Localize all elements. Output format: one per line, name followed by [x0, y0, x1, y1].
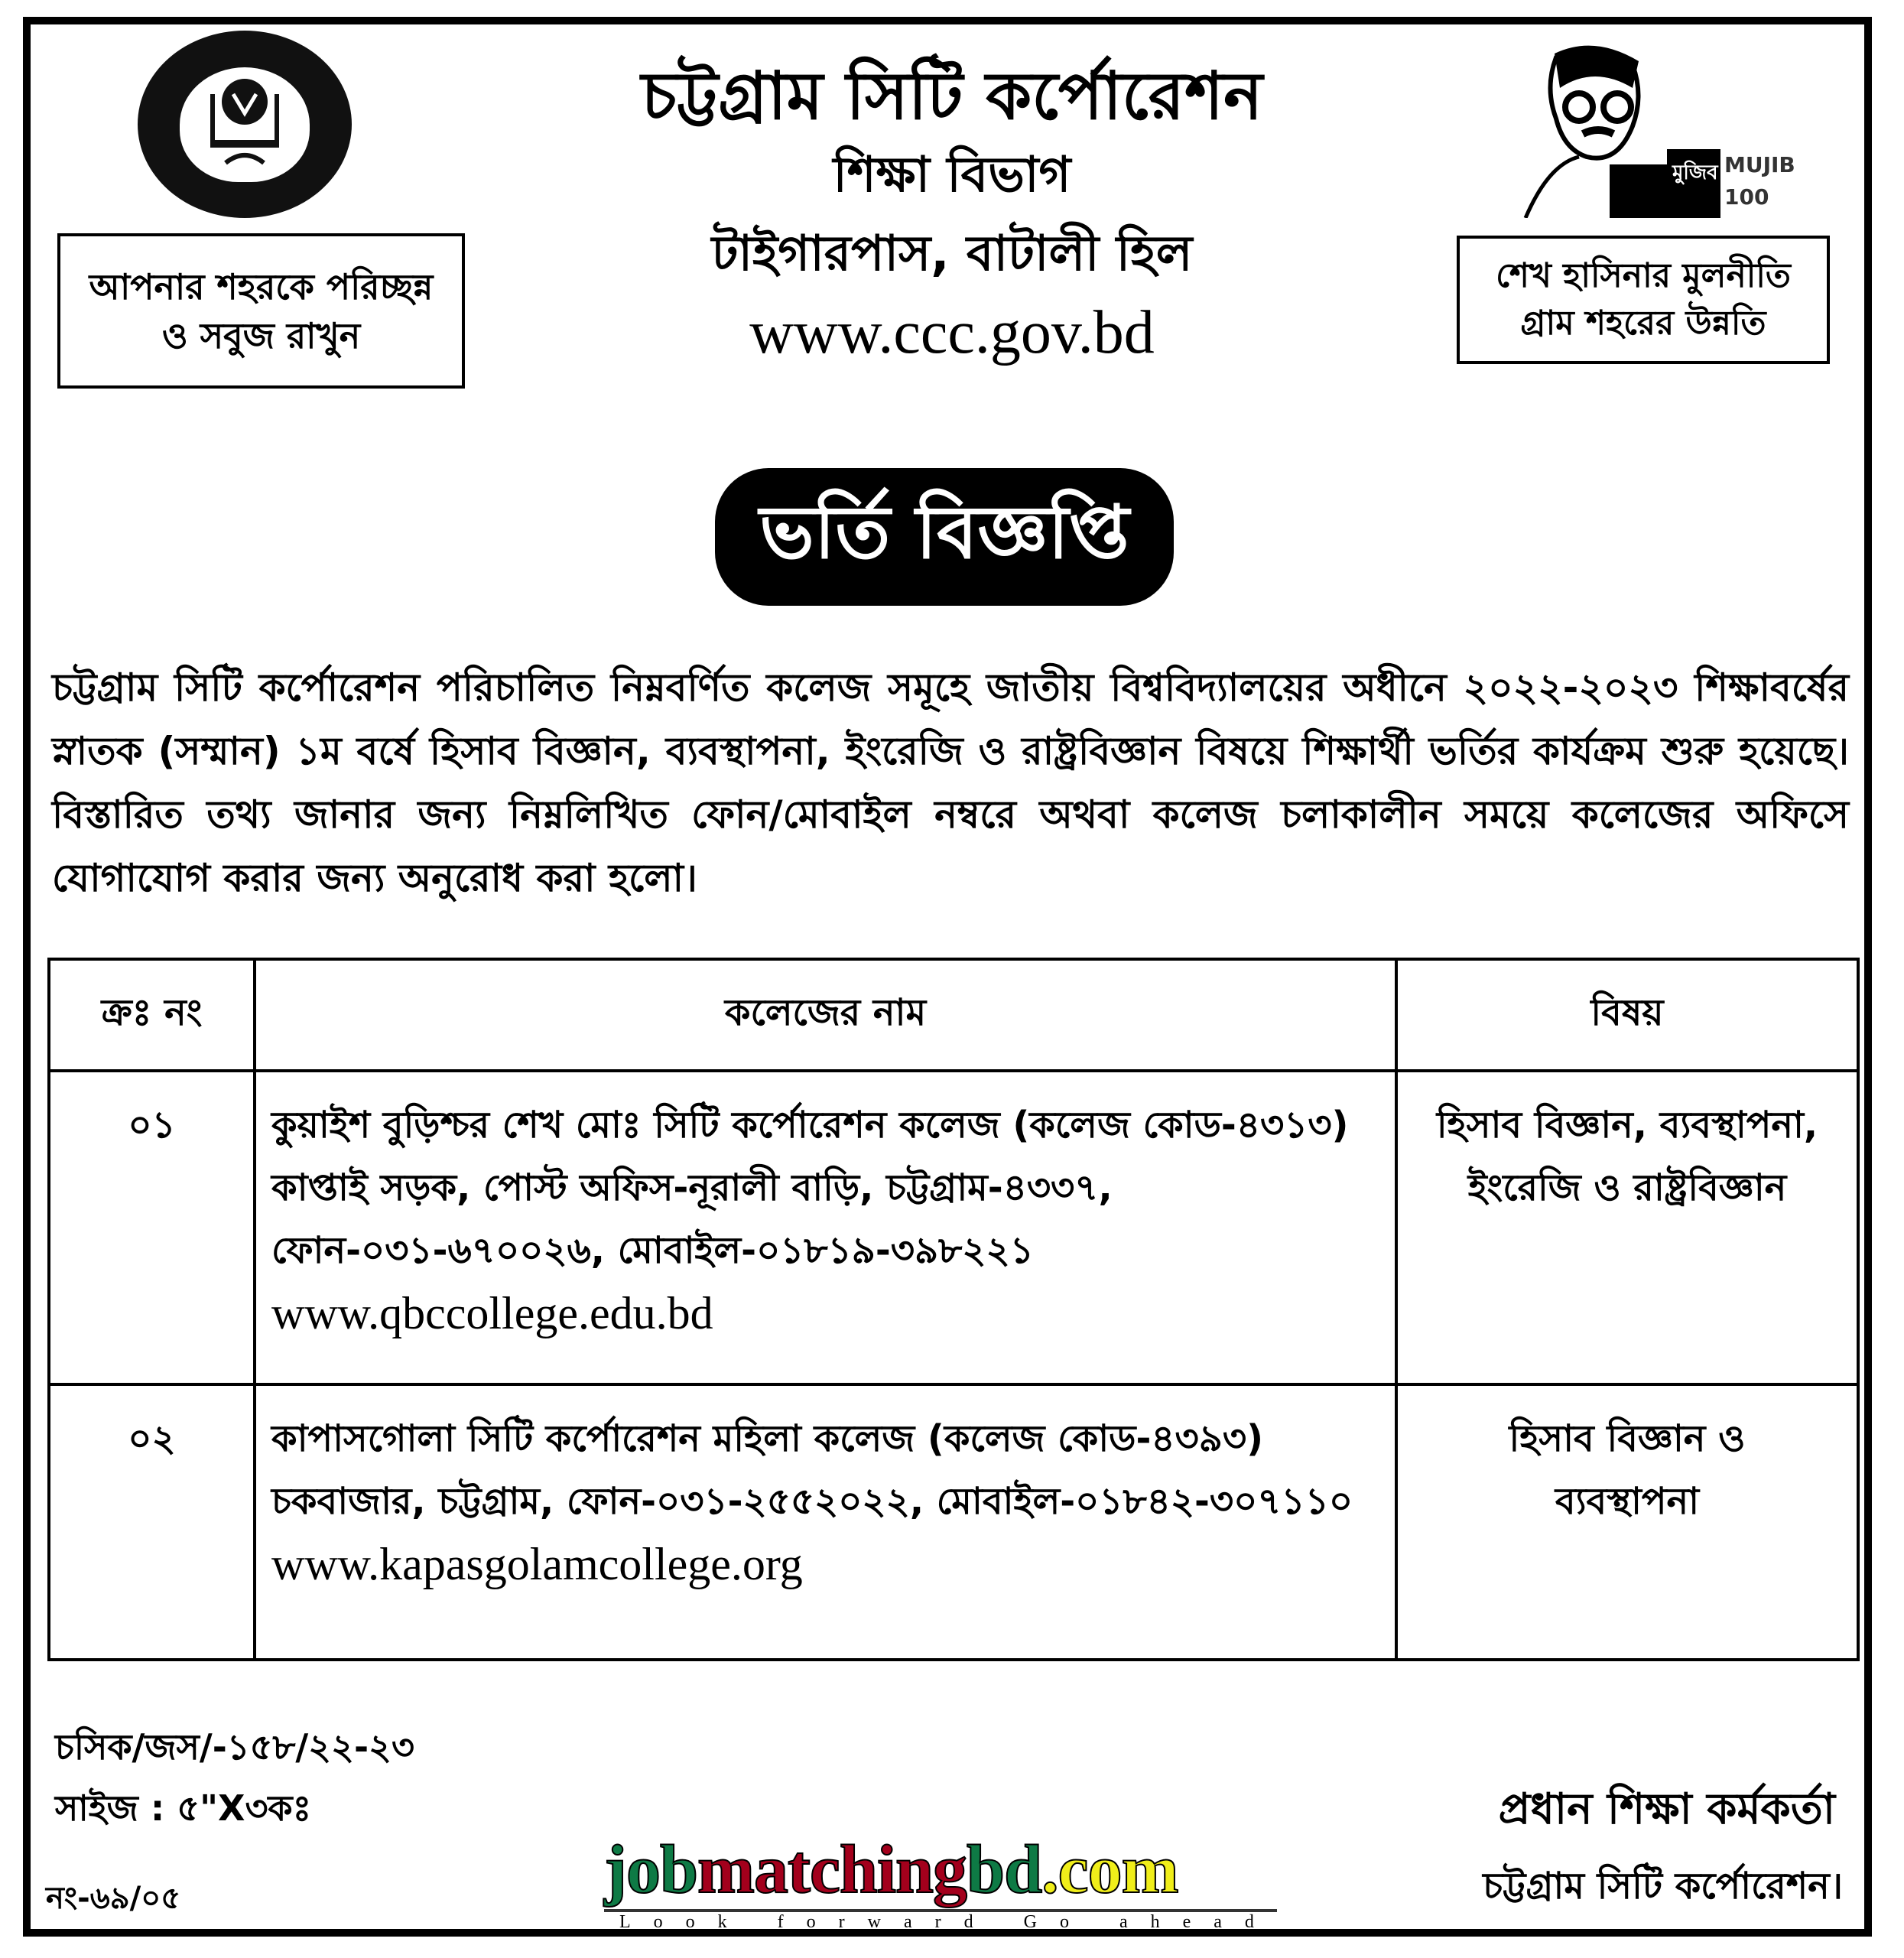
row-subjects [1396, 1071, 1858, 1384]
watermark-brand [604, 1832, 1277, 1908]
org-name: চট্টগ্রাম সিটি কর্পোরেশন [641, 58, 1263, 135]
subjects-line1: হিসাব বিজ্ঞান, ব্যবস্থাপনা, [1436, 1104, 1818, 1147]
row-subjects [1396, 1384, 1858, 1660]
signatory-title: প্রধান শিক্ষা কর্মকর্তা [1498, 1784, 1835, 1834]
brand-part-com: .com [1041, 1832, 1178, 1908]
subjects-line2: ব্যবস্থাপনা [1555, 1480, 1700, 1523]
table-header-row [49, 959, 1858, 1071]
row-college-info [255, 1384, 1396, 1660]
row-serial: ০২ [49, 1384, 255, 1660]
right-slogan-line2: গ্রাম শহরের উন্নতি [1520, 304, 1766, 343]
signatory-org: চট্টগ্রাম সিটি কর্পোরেশন। [1483, 1865, 1843, 1908]
department: শিক্ষা বিভাগ [833, 147, 1071, 203]
memo-number: চসিক/জস/-১৫৮/২২-২৩ [55, 1726, 414, 1768]
ad-number: নং-৬৯/০৫ [46, 1881, 181, 1916]
notice-title: ভর্তি বিজ্ঞপ্তি [715, 468, 1174, 606]
watermark-tagline: Look forward Go ahead [604, 1909, 1277, 1933]
college-contact: ফোন-০৩১-৬৭০০২৬, মোবাইল-০১৮১৯-৩৯৮২২১ [271, 1229, 1034, 1272]
brand-part-job: job [604, 1832, 698, 1908]
college-table [47, 958, 1860, 1661]
website-link[interactable]: www.ccc.gov.bd [749, 299, 1155, 366]
college-website[interactable]: www.qbccollege.edu.bd [271, 1288, 713, 1338]
mujib-badge-bn: মুজিব [1672, 161, 1718, 184]
table-row [49, 1384, 1858, 1660]
header-subject: বিষয় [1396, 959, 1858, 1071]
right-slogan-line1: শেখ হাসিনার মুলনীতি [1496, 256, 1791, 295]
header-college-name: কলেজের নাম [255, 959, 1396, 1071]
mujib-100-badge [1503, 42, 1793, 218]
college-name: কুয়াইশ বুড়িশ্চর শেখ মোঃ সিটি কর্পোরেশন কলেজ (কলেজ কোড-৪৩১৩) [271, 1104, 1349, 1147]
college-name: কাপাসগোলা সিটি কর্পোরেশন মহিলা কলেজ (কলেজ কোড-৪৩৯৩) [271, 1417, 1264, 1460]
jobmatchingbd-watermark [604, 1832, 1277, 1933]
ad-size: সাইজ : ৫"X৩কঃ [55, 1787, 312, 1829]
header-serial: ক্রঃ নং [49, 959, 255, 1071]
left-slogan-line2: ও সবুজ রাখুন [161, 314, 361, 356]
row-college-info [255, 1071, 1396, 1384]
college-address: কাপ্তাই সড়ক, পোস্ট অফিস-নূরালী বাড়ি, চট্টগ্রাম-৪৩৩৭, [271, 1166, 1113, 1209]
subjects-line1: হিসাব বিজ্ঞান ও [1509, 1417, 1746, 1460]
brand-part-bd: bd [967, 1832, 1042, 1908]
college-website[interactable]: www.kapasgolamcollege.org [271, 1539, 803, 1589]
table-row [49, 1071, 1858, 1384]
left-slogan-line1: আপনার শহরকে পরিচ্ছন্ন [89, 265, 434, 307]
row-serial: ০১ [49, 1071, 255, 1384]
mujib-badge-en: MUJIB 100 [1724, 152, 1795, 210]
college-address: চকবাজার, চট্টগ্রাম, ফোন-০৩১-২৫৫২০২২, মোবাইল-০১৮৪২-৩০৭১১০ [271, 1480, 1353, 1523]
subjects-line2: ইংরেজি ও রাষ্ট্রবিজ্ঞান [1467, 1166, 1787, 1209]
address: টাইগারপাস, বাটালী হিল [711, 226, 1193, 282]
notice-body: চট্টগ্রাম সিটি কর্পোরেশন পরিচালিত নিম্নবর্ণিত কলেজ সমূহে জাতীয় বিশ্ববিদ্যালয়ের অধীনে ২০২২-২০২৩ শিক্ষাবর্ষের স্নাতক (সম্মান) ১ম বর্ষে হিসাব বিজ্ঞান, ব্যবস্থাপনা, ইংরেজি ও রাষ্ট্রবিজ্ঞান বিষয়ে শিক্ষার্থী ভর্তির কার্যক্রম শুরু হয়েছে। বিস্তারিত তথ্য জানার জন্য নিম্নলিখিত ফোন/মোবাইল নম্বরে অথবা কলেজ চলাকালীন সময়ে কলেজের অফিসে যোগাযোগ করার জন্য অনুরোধ করা হলো। [52, 665, 1849, 900]
brand-part-matching: matching [697, 1832, 967, 1908]
right-slogan-box [1457, 236, 1830, 364]
